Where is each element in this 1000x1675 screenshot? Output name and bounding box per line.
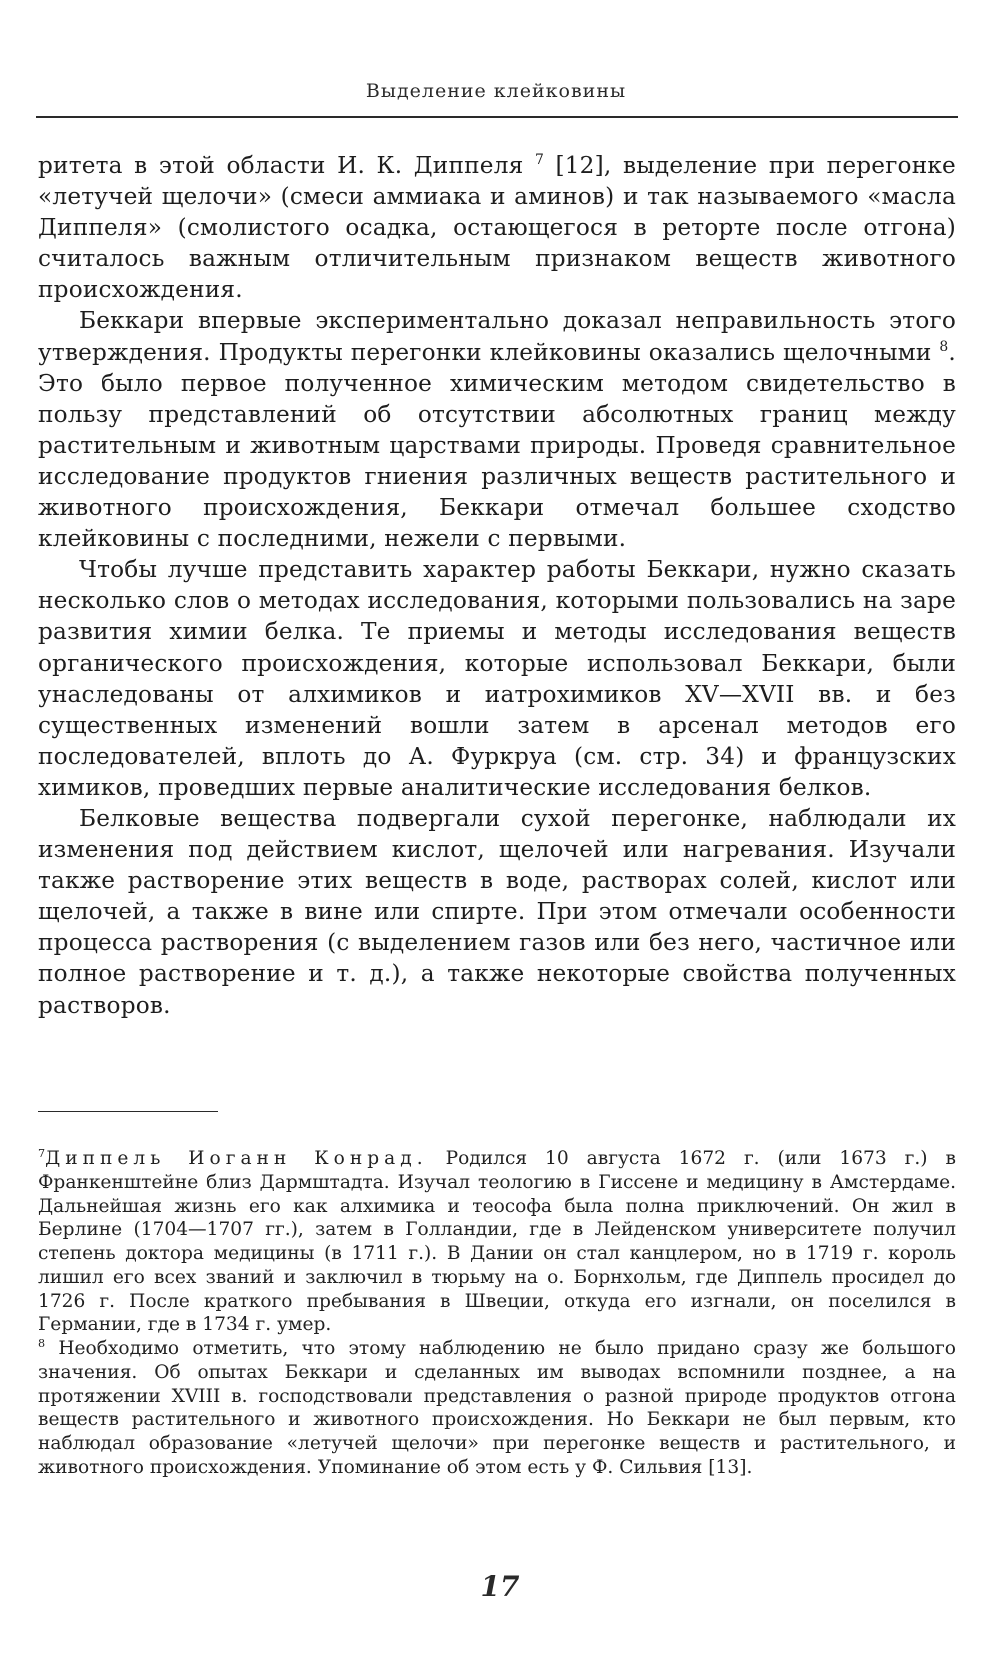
main-text xyxy=(38,150,956,1021)
footnote-ref-8: 8 xyxy=(939,338,949,355)
footnote-7-name: Диппель Иоганн Конрад. xyxy=(45,1148,428,1169)
footnotes xyxy=(38,1147,956,1480)
footnote-8 xyxy=(38,1337,956,1480)
paragraph-2 xyxy=(38,305,956,554)
footnote-rule xyxy=(38,1111,218,1112)
paragraph-3: Чтобы лучше представить характер работы Беккари, нужно сказать несколько слов о методах исследования, которыми пользовались на заре развития химии белка. Те приемы и методы исследования веществ органического происхождения, которые использовал Беккари, были унаследованы от алхимиков и иатрохимиков XV—XVII вв. и без существенных изменений вошли затем в арсенал методов его последователей, вплоть до А. Фуркруа (см. стр. 34) и французских химиков, проведших первые аналитические исследования белков. xyxy=(38,556,956,801)
footnote-ref-7: 7 xyxy=(534,151,544,168)
footnote-7 xyxy=(38,1147,956,1337)
paragraph-1-start: ритета в этой области И. К. Диппеля xyxy=(38,152,535,179)
paragraph-2-end: . Это было первое полученное химическим методом свидетельство в пользу представлений об отсутствии абсолютных границ между растительным и животным царствами природы. Проведя сравнительное исследование продуктов гниения различных веществ растительного и животного происхождения, Беккари отмечал большее сходство клейковины с последними, нежели с первыми. xyxy=(38,338,956,553)
header-rule xyxy=(36,116,958,118)
paragraph-1-end: [12], выделение при перегонке «летучей щелочи» (смеси аммиака и аминов) и так называемого «масла Диппеля» (смолистого осадка, остающегося в реторте после отгона) считалось важным отличительным признаком веществ животного происхождения. xyxy=(38,152,956,304)
footnote-8-text: Необходимо отметить, что этому наблюдению не было придано сразу же большого значения. Об опытах Беккари и сделанных им выводах вспомнили позднее, а на протяжении XVIII в. господствовали представления о разной природе продуктов отгона веществ растительного и животного происхождения. Но Беккари не был первым, кто наблюдал образование «летучей щелочи» при перегонке веществ и растительного, и животного происхождения. Упоминание об этом есть у Ф. Сильвия [13]. xyxy=(38,1338,956,1478)
footnote-7-marker: 7 xyxy=(38,1146,46,1160)
running-head: Выделение клейковины xyxy=(365,80,627,102)
paragraph-2-start: Беккари впервые экспериментально доказал неправильность этого утверждения. Продукты перегонки клейковины оказались щелочными xyxy=(38,307,956,366)
paragraph-1 xyxy=(38,150,956,305)
footnote-8-marker: 8 xyxy=(38,1336,46,1350)
footnote-7-text: Родился 10 августа 1672 г. (или 1673 г.) в Франкенштейне близ Дармштадта. Изучал теологию в Гиссене и медицину в Амстердаме. Дальнейшая жизнь его как алхимика и теософа была полна приключений. Он жил в Берлине (1704—1707 гг.), затем в Голландии, где в Лейденском университете получил степень доктора медицины (в 1711 г.). В Дании он стал канцлером, но в 1719 г. король лишил его всех званий и заключил в тюрьму на о. Борнхольм, где Диппель просидел до 1726 г. После краткого пребывания в Швеции, откуда его изгнали, он поселился в Германии, где в 1734 г. умер. xyxy=(38,1148,956,1336)
paragraph-4: Белковые вещества подвергали сухой перегонке, наблюдали их изменения под действием кислот, щелочей или нагревания. Изучали также растворение этих веществ в воде, растворах солей, кислот или щелочей, а также в вине или спирте. При этом отмечали особенности процесса растворения (с выделением газов или без него, частичное или полное растворение и т. д.), а также некоторые свойства полученных растворов. xyxy=(38,804,956,1019)
page-number: 17 xyxy=(480,1570,520,1603)
